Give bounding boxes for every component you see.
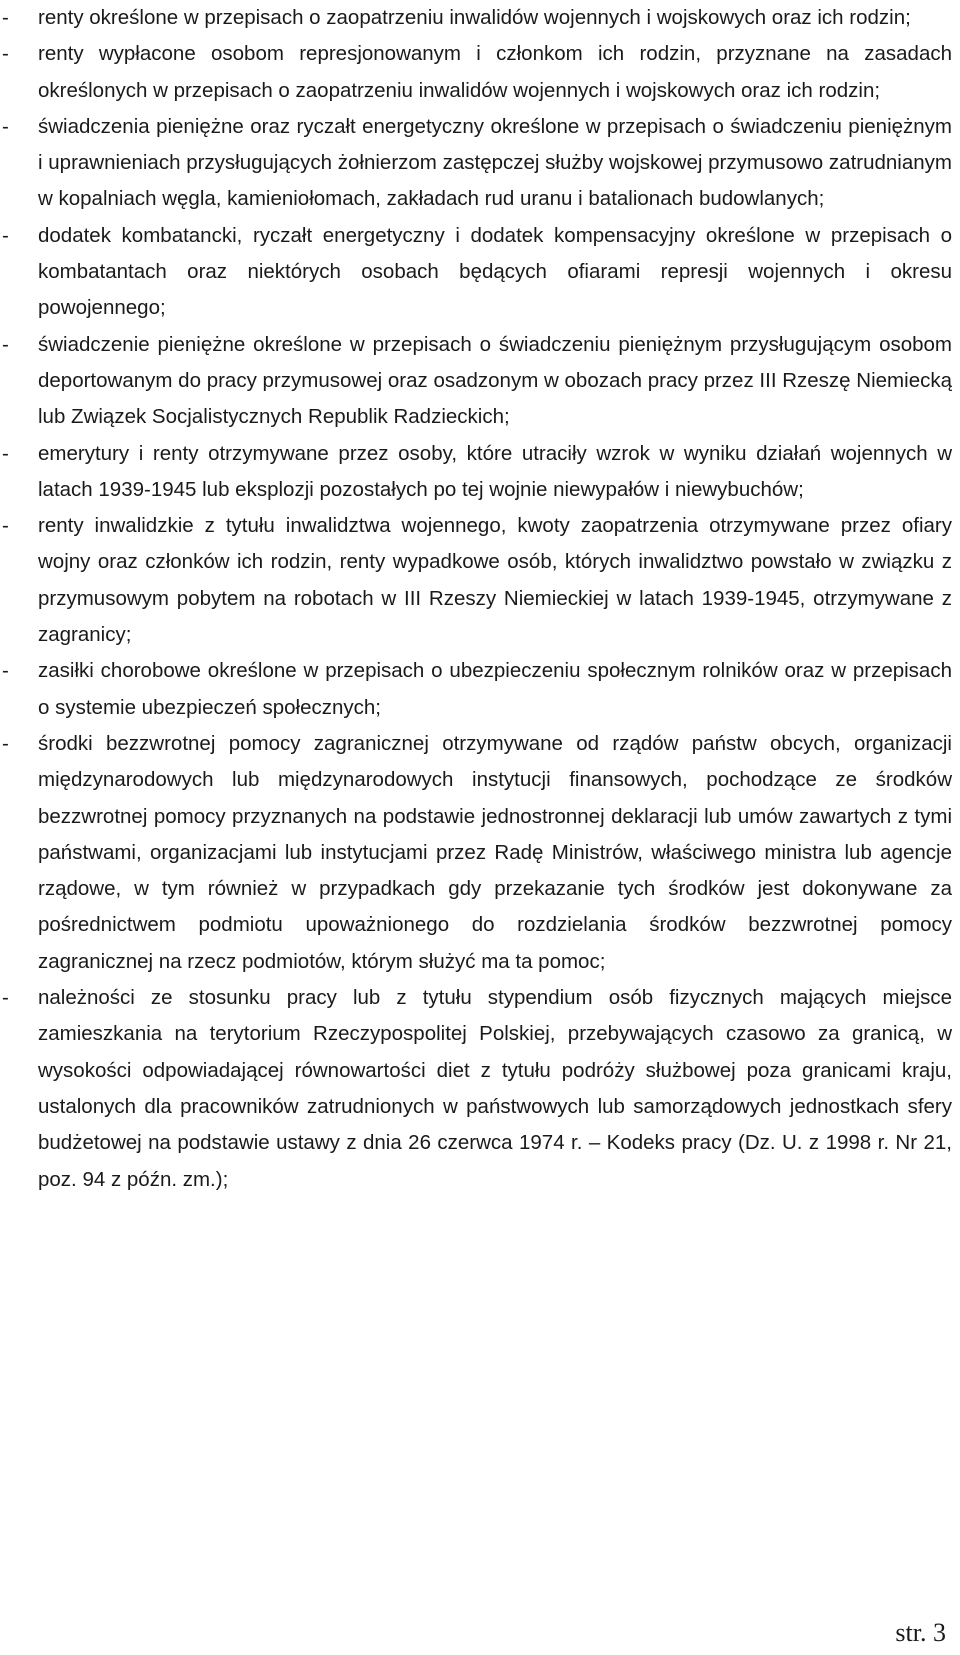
list-item-text: renty określone w przepisach o zaopatrzeniu inwalidów wojennych i wojskowych oraz ich rodzin;: [38, 6, 911, 29]
list-item: [0, 36, 952, 109]
bullet-dash: -: [2, 114, 9, 138]
list-item-text: środki bezzwrotnej pomocy zagranicznej otrzymywane od rządów państw obcych, organizacji międzynarodowych lub międzynarodowych instytucji finansowych, pochodzące ze środków bezzwrotnej pomocy przyznanych na podstawie jednostronnej deklaracji lub umów zawartych z tymi państwami, organizacjami lub instytucjami przez Radę Ministrów, właściwego ministra lub agencje rządowe, w tym również w przypadkach gdy przekazanie tych środków jest dokonywane za pośrednictwem podmiotu upoważnionego do rozdzielania środków bezzwrotnej pomocy zagranicznej na rzecz podmiotów, którym służyć ma ta pomoc;: [38, 731, 952, 973]
list-item: [0, 109, 952, 218]
bullet-dash: -: [2, 441, 9, 465]
list-item-text: dodatek kombatancki, ryczałt energetyczny i dodatek kompensacyjny określone w przepisach o kombatantach oraz niektórych osobach będących ofiarami represji wojennych i okresu powojennego;: [38, 223, 952, 320]
list-item: [0, 0, 952, 36]
bullet-dash: -: [2, 659, 9, 683]
bullet-dash: -: [2, 731, 9, 755]
list-item-text: emerytury i renty otrzymywane przez osoby, które utraciły wzrok w wyniku działań wojennych w latach 1939-1945 lub eksplozji pozostałych po tej wojnie niewypałów i niewybuchów;: [38, 441, 952, 501]
page-number: str. 3: [895, 1618, 946, 1647]
list-item-text: należności ze stosunku pracy lub z tytułu stypendium osób fizycznych mających miejsce zamieszkania na terytorium Rzeczypospolitej Polskiej, przebywających czasowo za granicą, w wysokości odpowiadającej równowartości diet z tytułu podróży służbowej poza granicami kraju, ustalonych dla pracowników zatrudnionych w państwowych lub samorządowych jednostkach sfery budżetowej na podstawie ustawy z dnia 26 czerwca 1974 r. – Kodeks pracy (Dz. U. z 1998 r. Nr 21, poz. 94 z późn. zm.);: [38, 986, 952, 1191]
list-item-text: renty inwalidzkie z tytułu inwalidztwa wojennego, kwoty zaopatrzenia otrzymywane przez ofiary wojny oraz członków ich rodzin, renty wypadkowe osób, których inwalidztwo powstało w związku z przymusowym pobytem na robotach w III Rzeszy Niemieckiej w latach 1939-1945, otrzymywane z zagranicy;: [38, 514, 952, 647]
list-item: [0, 508, 952, 653]
bullet-dash: -: [2, 986, 9, 1010]
list-item-text: zasiłki chorobowe określone w przepisach o ubezpieczeniu społecznym rolników oraz w przepisach o systemie ubezpieczeń społecznych;: [38, 659, 952, 719]
bullet-dash: -: [2, 6, 9, 29]
bullet-dash: -: [2, 42, 9, 66]
list-item: [0, 653, 952, 726]
list-item: [0, 726, 952, 980]
bullet-dash: -: [2, 332, 9, 356]
list-item: [0, 436, 952, 509]
bullet-dash: -: [2, 223, 9, 247]
list-item: [0, 327, 952, 436]
list-item-text: renty wypłacone osobom represjonowanym i członkom ich rodzin, przyznane na zasadach określonych w przepisach o zaopatrzeniu inwalidów wojennych i wojskowych oraz ich rodzin;: [38, 42, 952, 102]
list-item-text: świadczenie pieniężne określone w przepisach o świadczeniu pieniężnym przysługującym osobom deportowanym do pracy przymusowej oraz osadzonym w obozach pracy przez III Rzeszę Niemiecką lub Związek Socjalistycznych Republik Radzieckich;: [38, 332, 952, 429]
list-item: [0, 218, 952, 327]
list-item-text: świadczenia pieniężne oraz ryczałt energetyczny określone w przepisach o świadczeniu pieniężnym i uprawnieniach przysługujących żołnierzom zastępczej służby wojskowej przymusowo zatrudnianym w kopalniach węgla, kamieniołomach, zakładach rud uranu i batalionach budowlanych;: [38, 114, 952, 211]
bullet-dash: -: [2, 514, 9, 538]
list-item: [0, 980, 952, 1198]
